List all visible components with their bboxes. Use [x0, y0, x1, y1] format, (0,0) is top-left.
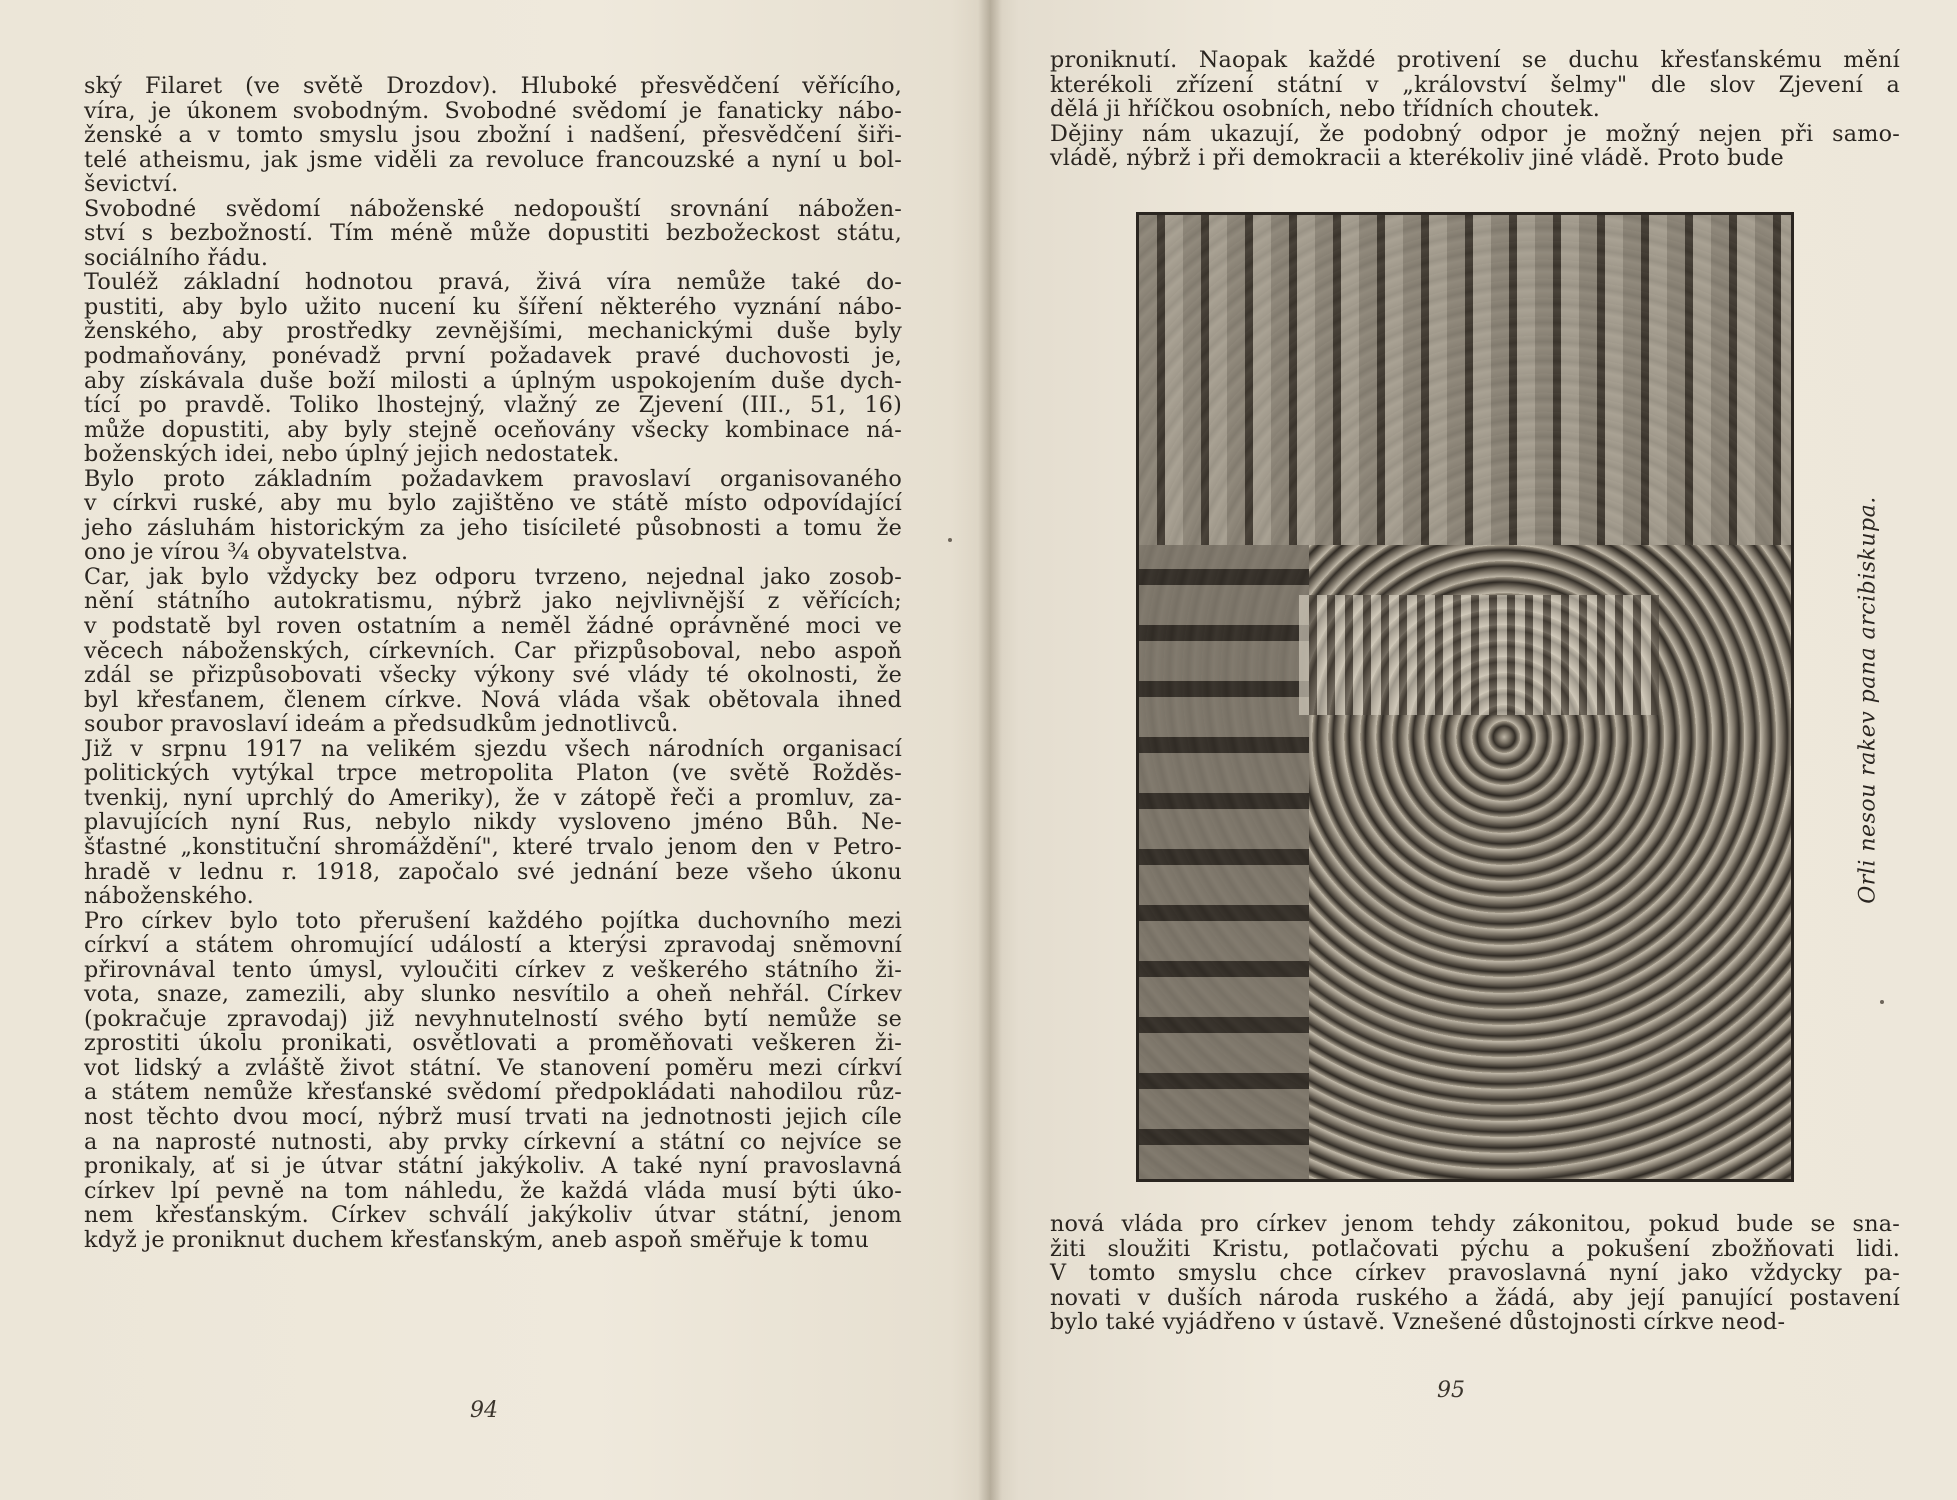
text-line: novati v duších národa ruského a žádá, aby její panující postavení — [1050, 1284, 1900, 1311]
procession-photo — [1136, 212, 1794, 1182]
text-line: aby získávala duše boží milosti a úplným uspokojením duše dych- — [84, 367, 902, 394]
text-line: byl křesťanem, členem církve. Nová vláda však obětovala ihned — [84, 686, 902, 713]
text-line: v církvi ruské, aby mu bylo zajištěno ve státě místo odpovídající — [84, 490, 902, 517]
left-page-number: 94 — [470, 1398, 498, 1423]
text-line: nem křesťanským. Církev schválí jakýkoliv útvar státní, jenom — [84, 1202, 902, 1229]
text-line: soubor pravoslaví ideám a předsudkům jednotlivců. — [84, 711, 679, 738]
text-line: bylo také vyjádřeno v ústavě. Vznešené důstojnosti církve neod- — [1050, 1309, 1786, 1336]
text-line: tvenkij, nyní uprchlý do Ameriky), že v zátopě řeči a promluv, za- — [84, 784, 902, 811]
text-line: Svobodné svědomí náboženské nedopouští srovnání nábožen- — [84, 195, 902, 222]
paper-speck — [948, 538, 952, 542]
text-line: když je proniknut duchem křesťanským, aneb aspoň směřuje k tomu — [84, 1226, 869, 1253]
paper-speck — [1880, 1000, 1884, 1004]
text-line: Bylo proto základním požadavkem pravoslaví organisovaného — [84, 465, 902, 492]
text-line: hradě v lednu r. 1918, započalo své jednání beze všeho úkonu — [84, 858, 902, 885]
text-line: ženské a v tomto smyslu jsou zbožní i nadšení, přesvědčení šiři- — [84, 122, 902, 149]
text-line: ství s bezbožností. Tím méně může dopustiti bezbožeckost státu, — [84, 220, 902, 247]
text-line: vota, snaze, zamezili, aby slunko nesvítilo a oheň nehřál. Církev — [84, 981, 902, 1008]
text-line: politických vytýkal trpce metropolita Platon (ve světě Rožděs- — [84, 760, 902, 787]
text-line: Pro církev bylo toto přerušení každého pojítka duchovního mezi — [84, 907, 902, 934]
photo-procession — [1299, 595, 1659, 715]
text-line: přirovnával tento úmysl, vyloučiti církev z veškerého státního ži- — [84, 956, 902, 983]
text-line: církev lpí pevně na tom náhledu, že každá vláda musí býti úko- — [84, 1177, 902, 1204]
text-line: ono je vírou ³⁄₄ obyvatelstva. — [84, 539, 409, 566]
text-line: zprostiti úkolu pronikati, osvětlovati a proměňovati veškeren ži- — [84, 1030, 902, 1057]
text-line: vot lidský a zvláště život státní. Ve stanovení poměru mezi církví — [84, 1054, 902, 1081]
text-line: a státem nemůže křesťanské svědomí předpokládati nahodilou růz- — [84, 1079, 902, 1106]
text-line: církví a státem ohromující událostí a kterýsi zpravodaj sněmovní — [84, 932, 902, 959]
text-line: boženských idei, nebo úplný jejich nedostatek. — [84, 441, 620, 468]
text-line: žiti sloužiti Kristu, potlačovati pýchu a pokušení zbožňovati lidi. — [1050, 1235, 1900, 1262]
text-line: plavujících nyní Rus, nebylo nikdy vysloveno jméno Bůh. Ne- — [84, 809, 902, 836]
right-page-text-top — [1050, 48, 1900, 171]
text-line: tící po pravdě. Toliko lhostejný, vlažný ze Zjevení (III., 51, 16) — [84, 392, 902, 419]
text-line: Již v srpnu 1917 na velikém sjezdu všech národních organisací — [84, 735, 902, 762]
text-line: V tomto smyslu chce církev pravoslavná nyní jako vždycky pa- — [1050, 1260, 1900, 1287]
text-line: dělá ji hříčkou osobních, nebo třídních choutek. — [1050, 96, 1600, 123]
right-page — [990, 0, 1957, 1500]
text-line: může dopustiti, aby byly stejně oceňovány všecky kombinace ná- — [84, 416, 902, 443]
photo-building-facade — [1139, 215, 1794, 545]
text-line: Touléž základní hodnotou pravá, živá víra nemůže také do- — [84, 269, 902, 296]
text-line: nová vláda pro církev jenom tehdy zákonitou, pokud bude se sna- — [1050, 1211, 1900, 1237]
text-line: nost těchto dvou mocí, nýbrž musí trvati na jednotnosti jejich cíle — [84, 1103, 902, 1130]
text-line: pronikaly, ať si je útvar státní jakýkoliv. A také nyní pravoslavná — [84, 1153, 902, 1180]
text-line: Dějiny nám ukazují, že podobný odpor je možný nejen při samo- — [1050, 120, 1900, 147]
text-line: jeho zásluhám historickým za jeho tisícileté působnosti a tomu že — [84, 514, 902, 541]
text-line: proniknutí. Naopak každé protivení se duchu křesťanskému mění — [1050, 47, 1900, 73]
photo-caption — [1848, 480, 1888, 920]
text-line: (pokračuje zpravodaj) již nevyhnutelností svého bytí nemůže se — [84, 1005, 902, 1032]
text-line: věcech náboženských, církevních. Car přizpůsoboval, nebo aspoň — [84, 637, 902, 664]
text-line: ševictví. — [84, 171, 179, 198]
text-line: náboženského. — [84, 883, 254, 910]
text-line: sociálního řádu. — [84, 244, 269, 271]
text-line: nění státního autokratismu, nýbrž jako nejvlivnější z věřících; — [84, 588, 902, 615]
right-page-text-bottom — [1050, 1212, 1900, 1335]
text-line: pustiti, aby bylo užito nucení ku šíření některého vyznání nábo- — [84, 293, 902, 320]
text-line: podmaňovány, ponévadž první požadavek pravé duchovosti je, — [84, 343, 902, 370]
text-line: zdál se přizpůsobovati všecky výkony své vlády té okolnosti, že — [84, 662, 902, 689]
right-page-number: 95 — [1437, 1378, 1465, 1403]
left-page-text — [84, 74, 902, 1252]
text-line: kterékoli zřízení státní v „království šelmy" dle slov Zjevení a — [1050, 71, 1900, 98]
text-line: víra, je úkonem svobodným. Svobodné svědomí je fanaticky nábo- — [84, 97, 902, 124]
text-line: šťastné „konstituční shromáždění", které trvalo jenom den v Petro- — [84, 833, 902, 860]
text-line: a na naprosté nutnosti, aby prvky církevní a státní co nejvíce se — [84, 1128, 902, 1155]
text-line: Car, jak bylo vždycky bez odporu tvrzeno, nejednal jako zosob- — [84, 563, 902, 590]
text-line: ženského, aby prostředky zevnějšími, mechanickými duše byly — [84, 318, 902, 345]
text-line: ský Filaret (ve světě Drozdov). Hluboké přesvědčení věřícího, — [84, 73, 902, 99]
book-gutter — [978, 0, 1002, 1500]
text-line: vládě, nýbrž i při demokracii a kterékoliv jiné vládě. Proto bude — [1050, 145, 1784, 172]
text-line: telé atheismu, jak jsme viděli za revoluce francouzské a nyní u bol- — [84, 146, 902, 173]
photo-caption-text: Orli nesou rakev pana arcibiskupa. — [1855, 496, 1881, 904]
text-line: v podstatě byl roven ostatním a neměl žádné oprávněné moci ve — [84, 613, 902, 640]
photo-building-side — [1139, 545, 1309, 1182]
